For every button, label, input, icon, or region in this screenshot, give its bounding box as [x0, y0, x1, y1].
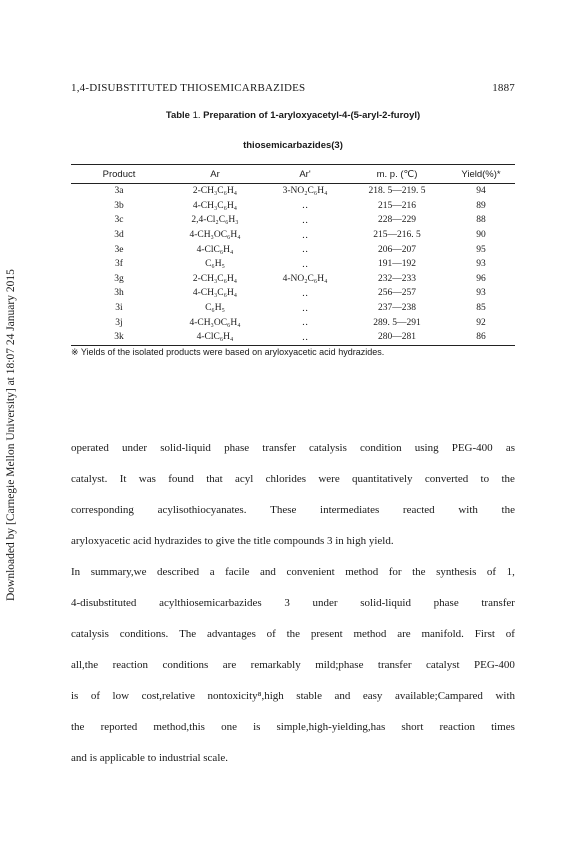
- cell-ar-prime: ‥: [301, 215, 309, 226]
- cell-melting-point: 289. 5—291: [373, 317, 421, 328]
- table-caption-prefix: Table: [165, 110, 190, 121]
- table-row: [71, 213, 515, 228]
- body-line: is of low cost,relative nontoxicity⁸,high stable and easy available;Campared with: [71, 690, 515, 702]
- column-header-yield: Yield(%)*: [447, 165, 515, 184]
- table-row: [71, 184, 515, 199]
- cell-ar-prime: ‥: [301, 288, 309, 299]
- table-row: [71, 301, 515, 316]
- cell-melting-point: 256—257: [378, 288, 416, 299]
- download-watermark: Downloaded by [Carnegie Mellon University] at 18:07 24 January 2015: [5, 269, 17, 601]
- body-line: catalyst. It was found that acyl chlorides were quantitatively converted to the: [71, 473, 515, 485]
- table-body: [71, 184, 515, 346]
- cell-product: 3e: [114, 244, 124, 255]
- cell-ar: 4-ClC₆H₄: [167, 330, 263, 345]
- cell-yield: 90: [476, 230, 486, 241]
- cell-ar: 2-CH₃C₆H₄: [192, 186, 238, 197]
- cell-melting-point: 232—233: [378, 273, 416, 284]
- preparation-table: [71, 164, 515, 346]
- table-row: [71, 330, 515, 345]
- cell-yield: 89: [476, 200, 486, 211]
- cell-ar-prime: 4-NO₂C₆H₄: [282, 273, 328, 284]
- table-caption-text-2: thiosemicarbazides(3): [243, 140, 343, 151]
- column-header-product: Product: [71, 165, 167, 184]
- cell-ar: 4-ClC₆H₄: [196, 244, 234, 255]
- table-row: [71, 315, 515, 330]
- cell-yield: 94: [476, 186, 486, 197]
- table-footnote: ※ Yields of the isolated products were based on aryloxyacetic acid hydrazides.: [71, 347, 385, 357]
- body-line: 4-disubstituted acylthiosemicarbazides 3 under solid-liquid phase transfer: [71, 597, 515, 609]
- table-caption-line-2: [71, 140, 515, 151]
- cell-ar: 4-CH₃C₆H₄: [192, 200, 238, 211]
- body-text: [71, 433, 515, 774]
- column-header-ar-prime: Ar': [263, 165, 347, 184]
- body-line: and is applicable to industrial scale.: [71, 752, 229, 764]
- cell-ar: C₆H₅: [205, 303, 225, 314]
- running-head-title: 1,4-DISUBSTITUTED THIOSEMICARBAZIDES: [71, 82, 306, 94]
- cell-yield: 88: [476, 215, 486, 226]
- table-row: [71, 286, 515, 301]
- cell-ar: 4-CH₃OC₆H₄: [189, 317, 241, 328]
- cell-ar-prime: ‥: [301, 201, 309, 212]
- cell-ar-prime: ‥: [301, 230, 309, 241]
- cell-yield: 92: [476, 317, 486, 328]
- body-line: all,the reaction conditions are remarkably mild;phase transfer catalyst PEG-400: [71, 659, 515, 671]
- cell-ar: 2-CH₃C₆H₄: [192, 273, 238, 284]
- column-header-melting-point: m. p. (℃): [347, 165, 447, 184]
- cell-product: 3f: [115, 259, 123, 270]
- cell-melting-point: 206—207: [378, 244, 416, 255]
- table-row: [71, 199, 515, 214]
- cell-yield: 85: [476, 303, 486, 314]
- cell-yield: 86: [447, 330, 515, 345]
- cell-yield: 93: [476, 259, 486, 270]
- cell-product: 3i: [115, 303, 123, 314]
- running-head: [71, 82, 515, 94]
- page-number: 1887: [492, 82, 515, 94]
- cell-product: 3k: [71, 330, 167, 345]
- cell-ar-prime: 3-NO₂C₆H₄: [282, 186, 328, 197]
- cell-ar-prime: ‥: [301, 303, 309, 314]
- cell-melting-point: 280—281: [347, 330, 447, 345]
- cell-product: 3d: [114, 230, 124, 241]
- cell-yield: 93: [476, 288, 486, 299]
- body-line: operated under solid-liquid phase transfer catalysis condition using PEG-400 as: [71, 442, 515, 454]
- cell-product: 3a: [114, 186, 124, 197]
- body-line: In summary,we described a facile and convenient method for the synthesis of 1,: [71, 566, 515, 578]
- cell-ar: 2,4-Cl₂C₆H₃: [191, 215, 239, 226]
- table-row: [71, 257, 515, 272]
- cell-ar-prime: ‥: [301, 259, 309, 270]
- cell-ar-prime: ‥: [263, 330, 347, 345]
- cell-product: 3c: [114, 215, 124, 226]
- cell-melting-point: 215—216. 5: [373, 230, 421, 241]
- cell-product: 3j: [115, 317, 123, 328]
- cell-ar: C₆H₅: [205, 259, 225, 270]
- body-line: corresponding acylisothiocyanates. These intermediates reacted with the: [71, 504, 515, 516]
- body-line: aryloxyacetic acid hydrazides to give the title compounds 3 in high yield.: [71, 535, 394, 547]
- cell-ar-prime: ‥: [301, 245, 309, 256]
- cell-product: 3h: [114, 288, 124, 299]
- column-header-ar: Ar: [167, 165, 263, 184]
- table-caption-number: 1.: [192, 110, 201, 121]
- cell-yield: 95: [476, 244, 486, 255]
- cell-melting-point: 228—229: [378, 215, 416, 226]
- cell-melting-point: 191—192: [378, 259, 416, 270]
- table-caption-line-1: [71, 110, 515, 121]
- cell-melting-point: 237—238: [378, 303, 416, 314]
- cell-melting-point: 218. 5—219. 5: [368, 186, 426, 197]
- table-header-row: [71, 165, 515, 184]
- cell-melting-point: 215—216: [378, 200, 416, 211]
- cell-ar: 4-CH₃OC₆H₄: [189, 230, 241, 241]
- body-line: the reported method,this one is simple,high-yielding,has short reaction times: [71, 721, 515, 733]
- cell-product: 3g: [114, 273, 124, 284]
- cell-ar-prime: ‥: [301, 318, 309, 329]
- table-row: [71, 272, 515, 287]
- cell-ar: 4-CH₃C₆H₄: [192, 288, 238, 299]
- cell-product: 3b: [114, 200, 124, 211]
- table-row: [71, 242, 515, 257]
- table-caption-text: Preparation of 1-aryloxyacetyl-4-(5-aryl-2-furoyl): [203, 110, 421, 121]
- cell-yield: 96: [476, 273, 486, 284]
- table-row: [71, 228, 515, 243]
- body-line: catalysis conditions. The advantages of the present method are manifold. First of: [71, 628, 515, 640]
